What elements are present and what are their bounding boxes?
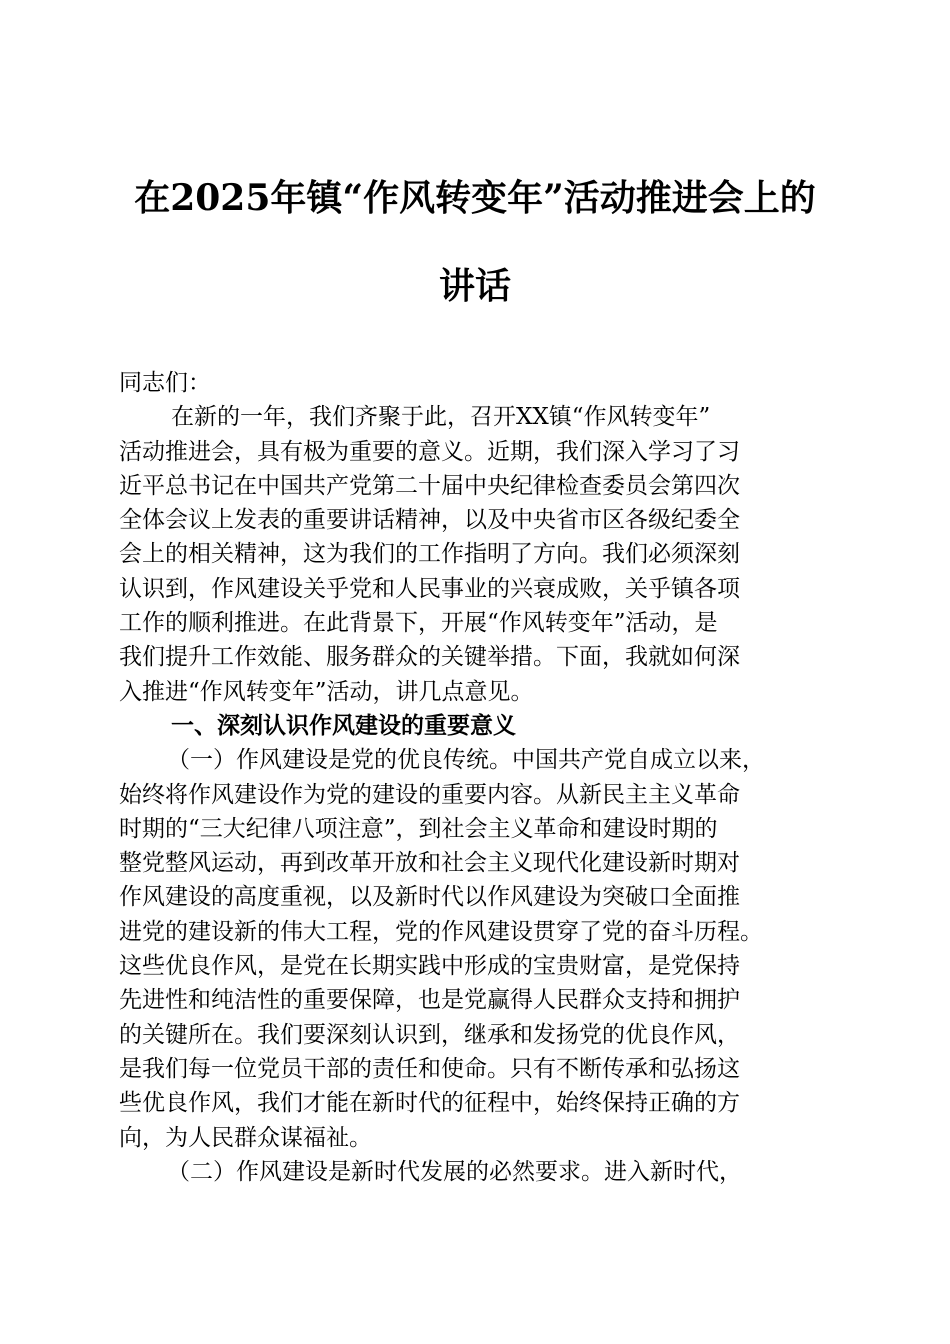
intro-line: 活动推进会，具有极为重要的意义。近期，我们深入学习了习: [119, 438, 740, 465]
subsection-line: 时期的“三大纪律八项注意”，到社会主义革命和建设时期的: [119, 815, 718, 842]
salutation: 同志们：: [119, 370, 211, 396]
document-title-line-1: 在2025年镇“作风转变年”活动推进会上的: [134, 177, 816, 219]
intro-line: 入推进“作风转变年”活动，讲几点意见。: [119, 678, 534, 705]
subsection-line: 始终将作风建设作为党的建设的重要内容。从新民主主义革命: [119, 781, 740, 808]
subsection-line: 进党的建设新的伟大工程，党的作风建设贯穿了党的奋斗历程。: [119, 918, 763, 945]
document-title-line-2: 讲话: [438, 265, 511, 307]
subsection-line: （二）作风建设是新时代发展的必然要求。进入新时代，: [167, 1158, 742, 1185]
section-heading: 一、深刻认识作风建设的重要意义: [171, 712, 516, 739]
intro-line: 我们提升工作效能、服务群众的关键举措。下面，我就如何深: [119, 644, 740, 671]
subsection-line: （一）作风建设是党的优良传统。中国共产党自成立以来，: [167, 747, 765, 774]
intro-line: 认识到，作风建设关乎党和人民事业的兴衰成败，关乎镇各项: [119, 575, 740, 602]
document-body: [119, 366, 833, 1189]
intro-line: 在新的一年，我们齐聚于此，召开XX镇“作风转变年”: [171, 404, 711, 431]
subsection-line: 整党整风运动，再到改革开放和社会主义现代化建设新时期对: [119, 850, 740, 877]
subsection-line: 的关键所在。我们要深刻认识到，继承和发扬党的优良作风，: [119, 1021, 740, 1048]
subsection-line: 些优良作风，我们才能在新时代的征程中，始终保持正确的方: [119, 1090, 740, 1117]
subsection-line: 这些优良作风，是党在长期实践中形成的宝贵财富，是党保持: [119, 953, 740, 980]
intro-line: 全体会议上发表的重要讲话精神，以及中央省市区各级纪委全: [119, 507, 740, 534]
subsection-line: 先进性和纯洁性的重要保障，也是党赢得人民群众支持和拥护: [119, 987, 740, 1014]
intro-line: 近平总书记在中国共产党第二十届中央纪律检查委员会第四次: [119, 472, 740, 499]
subsection-line: 向，为人民群众谋福祉。: [119, 1124, 372, 1151]
intro-line: 会上的相关精神，这为我们的工作指明了方向。我们必须深刻: [119, 541, 740, 568]
subsection-line: 作风建设的高度重视，以及新时代以作风建设为突破口全面推: [119, 884, 740, 911]
intro-line: 工作的顺利推进。在此背景下，开展“作风转变年”活动，是: [119, 610, 718, 637]
subsection-line: 是我们每一位党员干部的责任和使命。只有不断传承和弘扬这: [119, 1055, 740, 1082]
